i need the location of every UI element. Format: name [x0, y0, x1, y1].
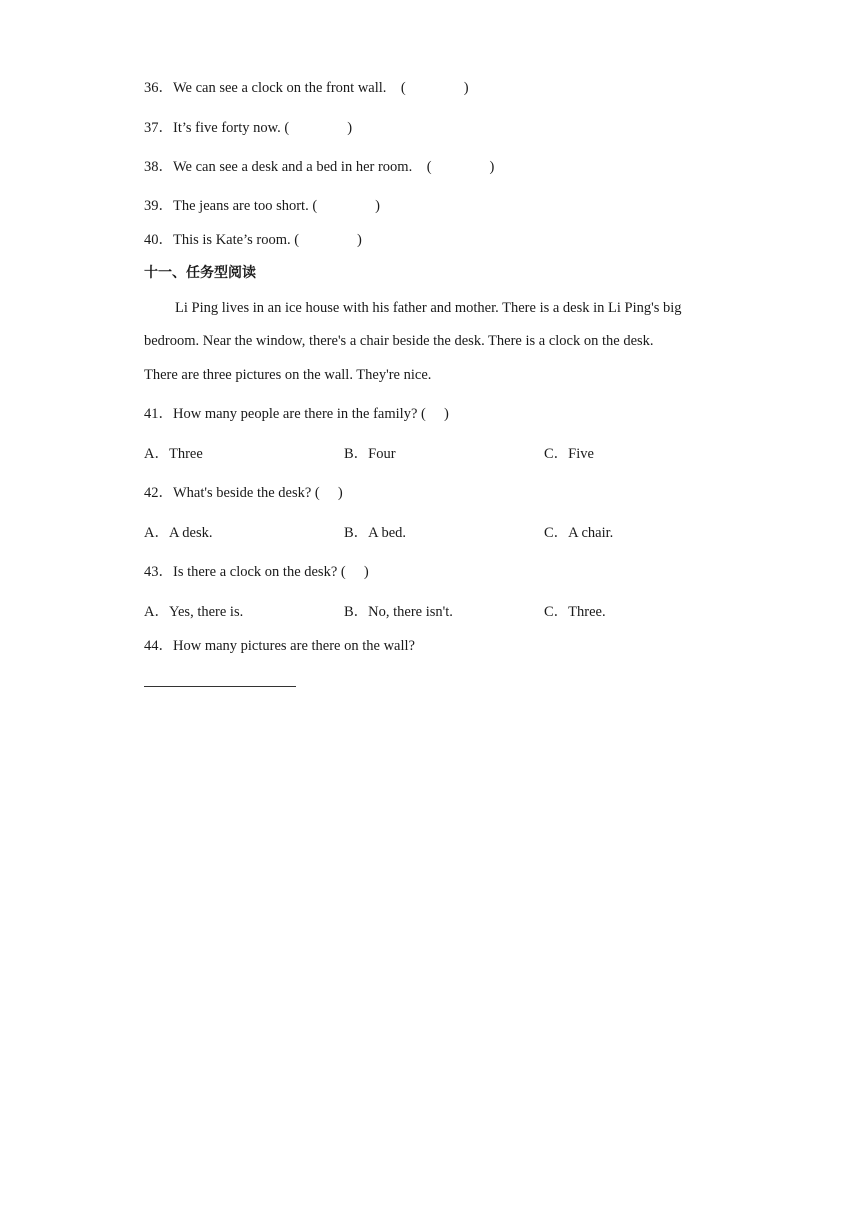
option-43-b: B．No, there isn't.	[344, 604, 453, 620]
options-41	[144, 444, 744, 464]
options-43	[144, 602, 744, 622]
question-39: 39．The jeans are too short. ( )	[144, 198, 380, 214]
question-43: 43．Is there a clock on the desk? ( )	[144, 564, 369, 580]
section-heading: 十一、任务型阅读	[144, 265, 256, 281]
question-40: 40．This is Kate’s room. ( )	[144, 232, 362, 248]
option-42-c: C．A chair.	[544, 525, 614, 541]
question-44: 44．How many pictures are there on the wall?	[144, 638, 415, 654]
option-42-b: B．A bed.	[344, 525, 407, 541]
passage-line-3: There are three pictures on the wall. They're nice.	[144, 367, 432, 383]
question-37: 37．It’s five forty now. ( )	[144, 120, 353, 136]
question-42: 42．What's beside the desk? ( )	[144, 485, 343, 501]
option-41-a: A．Three	[144, 446, 203, 462]
question-38: 38．We can see a desk and a bed in her room. ( )	[144, 159, 495, 175]
option-41-b: B．Four	[344, 446, 396, 462]
passage-line-1: Li Ping lives in an ice house with his father and mother. There is a desk in Li Ping's big	[175, 300, 682, 316]
question-41: 41．How many people are there in the family? ( )	[144, 406, 449, 422]
option-41-c: C．Five	[544, 446, 594, 462]
options-42	[144, 523, 744, 543]
option-43-a: A．Yes, there is.	[144, 604, 244, 620]
question-36: 36．We can see a clock on the front wall. ( )	[144, 80, 469, 96]
answer-blank-44[interactable]	[144, 686, 296, 687]
option-43-c: C．Three.	[544, 604, 606, 620]
option-42-a: A．A desk.	[144, 525, 213, 541]
passage-line-2: bedroom. Near the window, there's a chair beside the desk. There is a clock on the desk.	[144, 333, 654, 349]
